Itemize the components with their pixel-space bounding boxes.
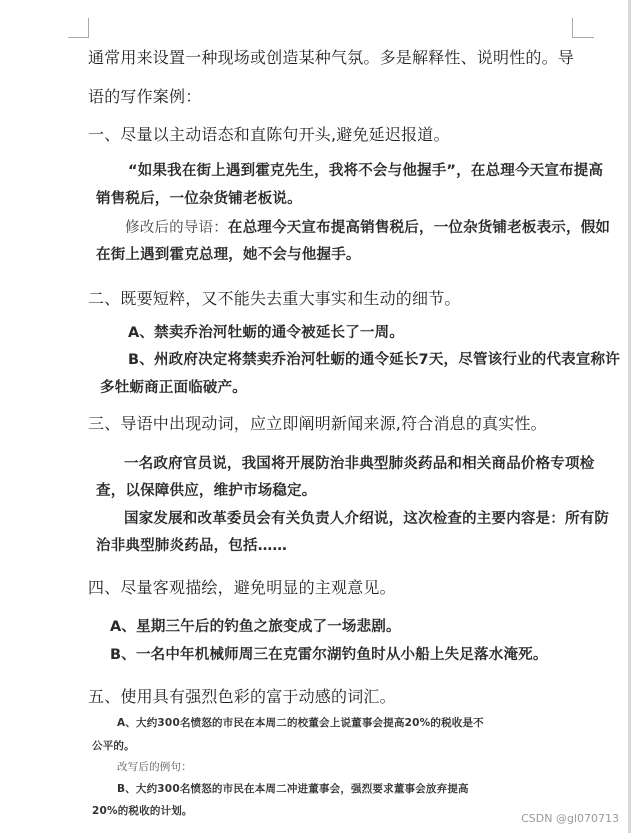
example-1-revised-line-2: 在街上遇到霍克总理，她不会与他握手。 <box>96 247 361 263</box>
example-1-quote-line-2: 销售税后，一位杂货铺老板说。 <box>96 191 302 207</box>
example-3-line-2: 查，以保障供应，维护市场稳定。 <box>96 483 317 499</box>
example-3-line-1: 一名政府官员说，我国将开展防治非典型肺炎药品和相关商品价格专项检 <box>124 456 595 472</box>
example-3-line-3: 国家发展和改革委员会有关负责人介绍说，这次检查的主要内容是：所有防 <box>124 511 610 527</box>
heading-3: 三、导语中出现动词，应立即阐明新闻来源,符合消息的真实性。 <box>88 414 547 433</box>
heading-2: 二、既要短粹，又不能失去重大事实和生动的细节。 <box>88 289 461 308</box>
example-5-a-line-2: 公平的。 <box>92 740 135 752</box>
example-4-b: B、一名中年机械师周三在克雷尔湖钓鱼时从小船上失足落水淹死。 <box>110 647 548 663</box>
example-5-revised-label: 改写后的例句： <box>117 761 192 773</box>
revised-label: 修改后的导语： <box>125 220 228 236</box>
example-4-a: A、星期三午后的钓鱼之旅变成了一场悲剧。 <box>110 619 401 635</box>
heading-1: 一、尽量以主动语态和直陈句开头,避免延迟报道。 <box>88 125 450 144</box>
heading-5: 五、使用具有强烈色彩的富于动感的词汇。 <box>88 687 396 706</box>
example-5-a-line-1: A、大约300名愤怒的市民在本周二的校董会上说董事会提高20%的税收是不 <box>117 717 484 729</box>
example-3-line-4: 治非典型肺炎药品，包括…… <box>96 538 288 554</box>
corner-mark-top-right-h <box>572 37 594 38</box>
intro-line-2: 语的写作案例： <box>88 87 202 106</box>
intro-line-1: 通常用来设置一种现场或创造某种气氛。多是解释性、说明性的。导 <box>88 48 575 67</box>
corner-mark-top-right-v <box>572 18 573 38</box>
corner-mark-top-left-h <box>68 37 89 38</box>
example-2-b-line-2: 多牡蛎商正面临破产。 <box>100 380 247 396</box>
example-1-revised-line-1 <box>125 216 610 237</box>
revised-text: 在总理今天宣布提高销售税后，一位杂货铺老板表示，假如 <box>227 220 611 236</box>
example-5-b-line-1: B、大约300名愤怒的市民在本周二冲进董事会，强烈要求董事会放弃提高 <box>117 783 469 795</box>
example-2-a: A、禁卖乔治河牡蛎的通令被延长了一周。 <box>128 325 405 341</box>
heading-4: 四、尽量客观描绘，避免明显的主观意见。 <box>88 578 396 597</box>
watermark: CSDN @gl070713 <box>521 812 619 825</box>
corner-mark-top-left-v <box>88 18 89 38</box>
example-2-b-line-1: B、州政府决定将禁卖乔治河牡蛎的通令延长7天，尽管该行业的代表宣称许 <box>128 352 620 368</box>
example-1-quote-line-1: “如果我在街上遇到霍克先生，我将不会与他握手”，在总理今天宣布提高 <box>128 163 604 179</box>
example-5-b-line-2: 20%的税收的计划。 <box>92 805 193 817</box>
